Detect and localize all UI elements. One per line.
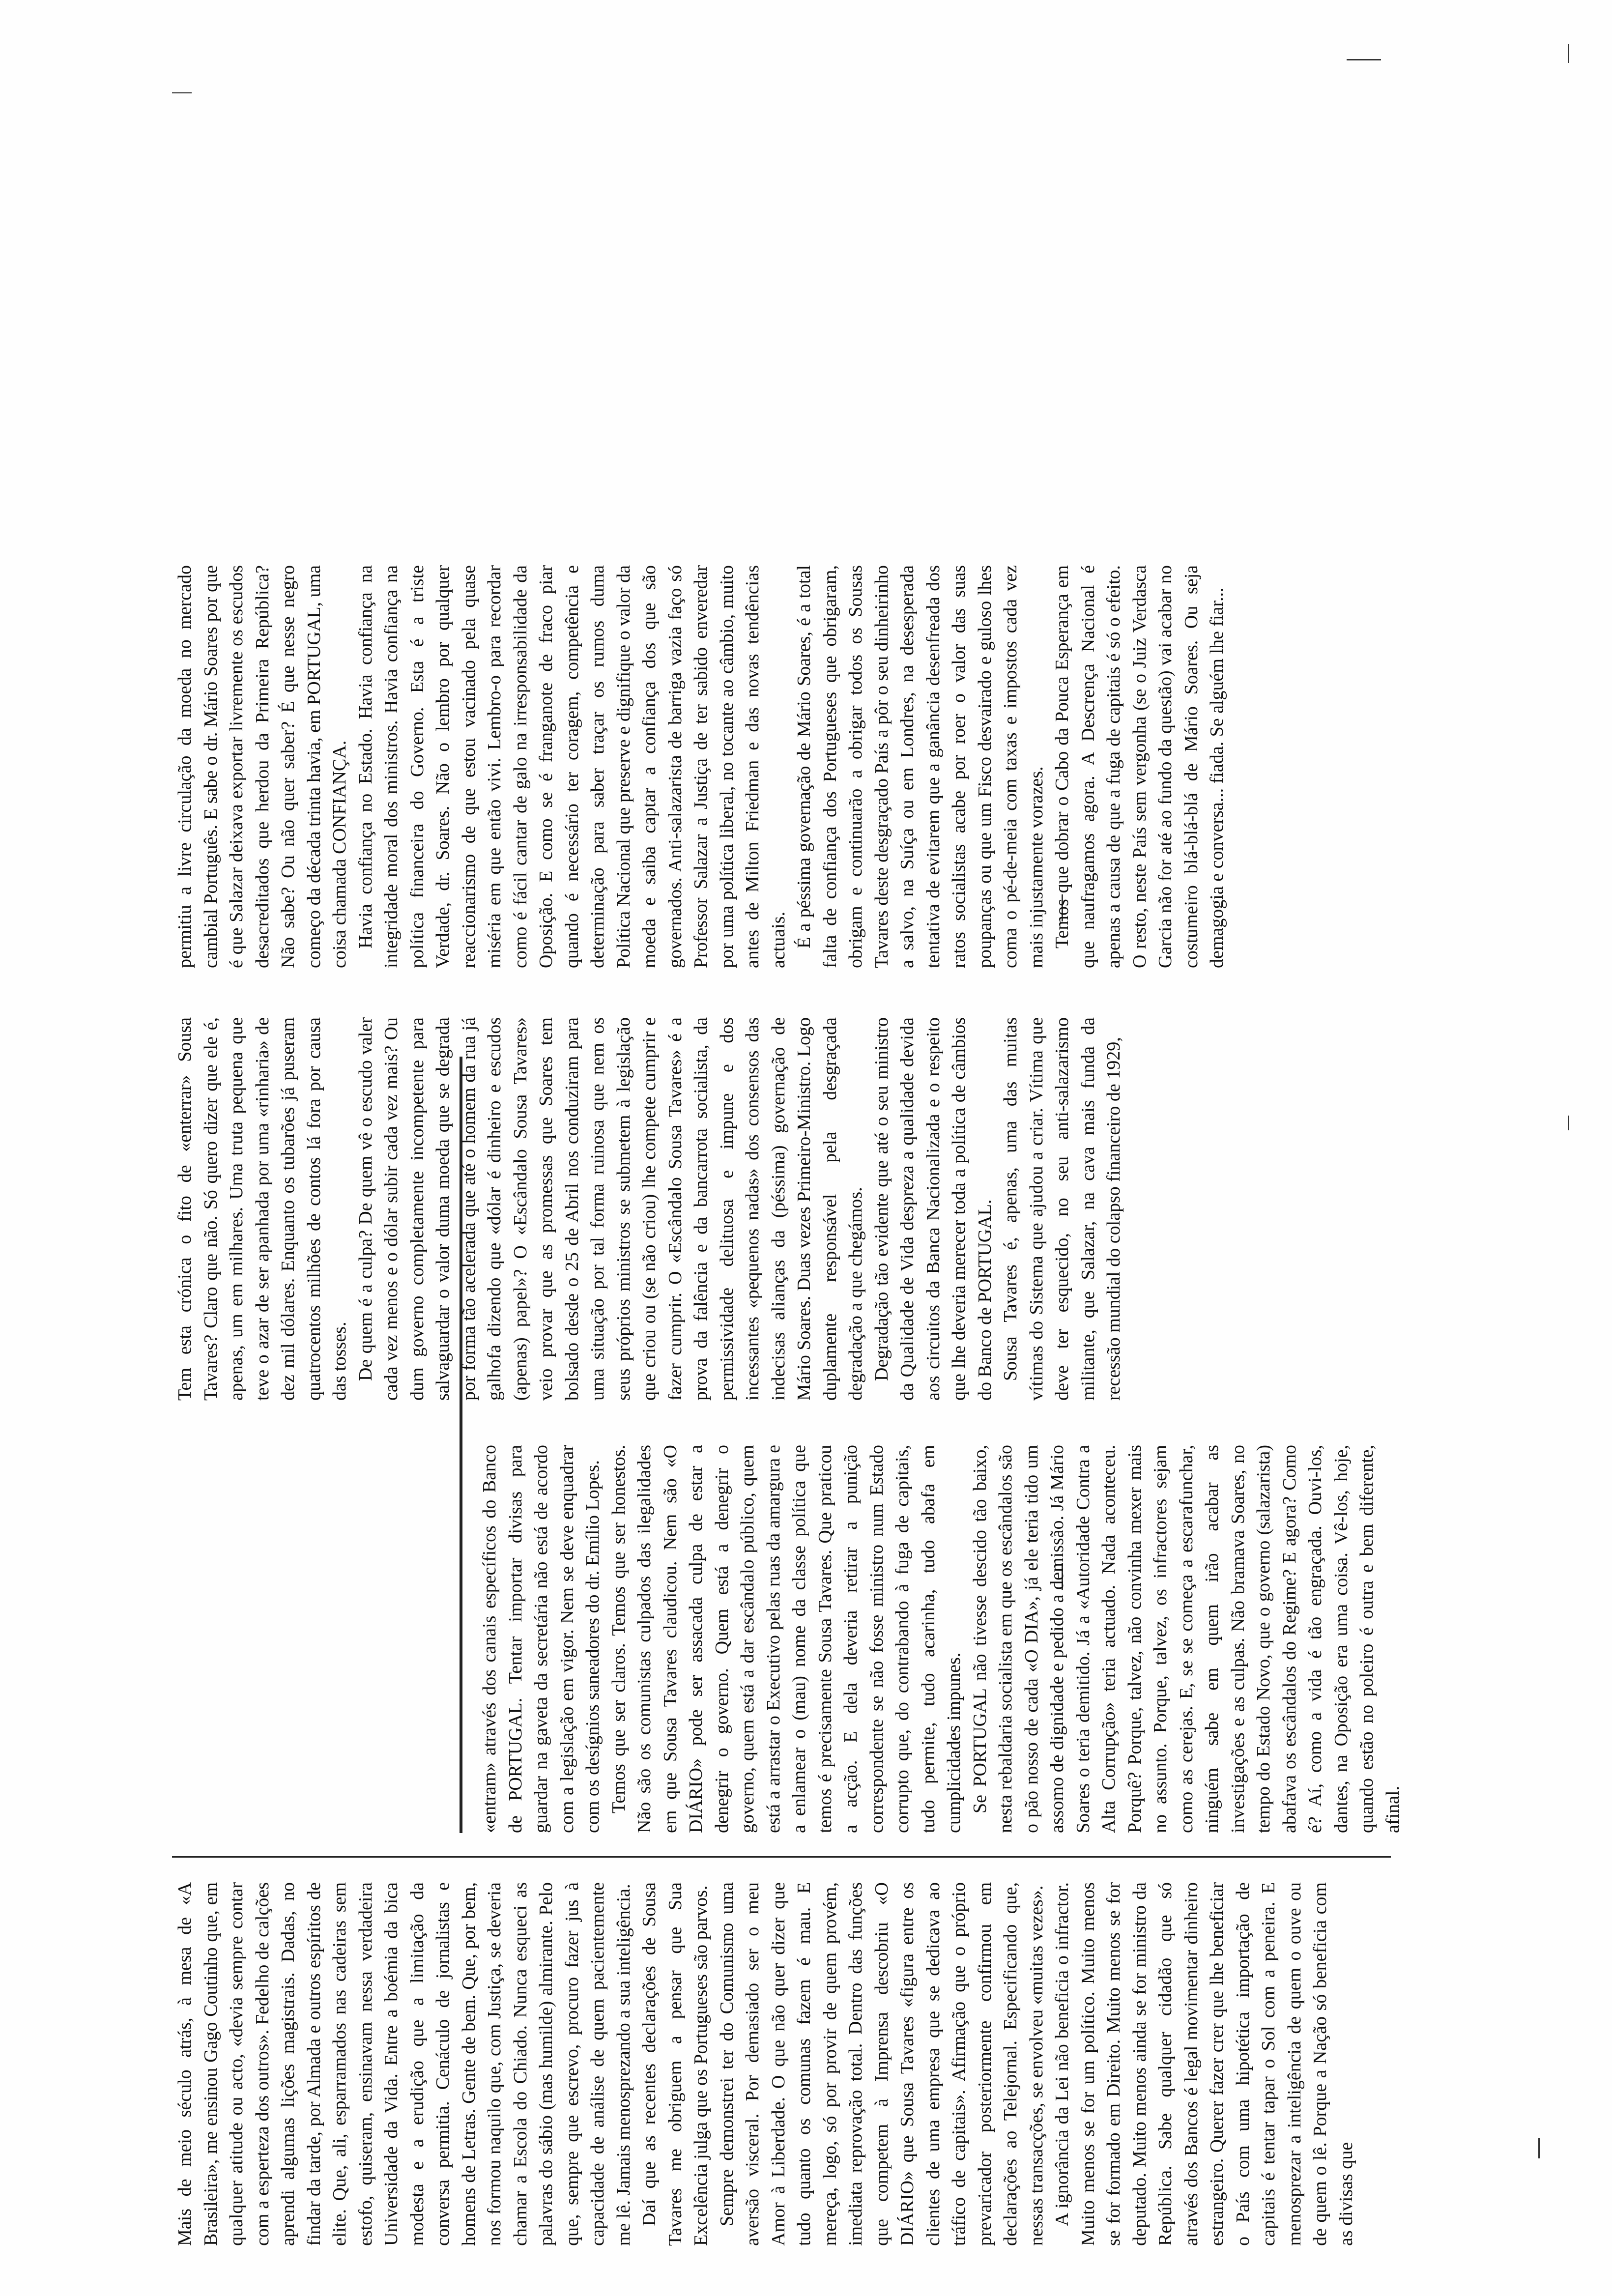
- paragraph: É a péssima governação de Mário Soares, é a total falta de confiança dos Portugueses que obrigaram, obrigam e continuarão a obrigar todos os Sousas Tavares deste desgraçado País a pôr o seu dinheirinho a salvo, na Suíça ou em Londres, na desesperada tentativa de evitarem que a ganância desenfreada dos ratos socialistas acabe por roer o valor das suas poupanças ou que um Fisco desvairado e guloso lhes coma o pé-de-meia com taxas e impostos cada vez mais injustamente vorazes.: [794, 565, 1047, 968]
- paragraph: Mais de meio século atrás, à mesa de «A Brasileira», me ensinou Gago Coutinho que, em qualquer atitude ou acto, «devia sempre contar com a esperteza dos outros». Fedelho de calções aprendi algumas lições magistrais. Dadas, no findar da tarde, por Almada e outros espíritos de elite. Que, ali, esparramados nas cadeiras sem estofo, quiseram, ensinavam nessa verdadeira Universidade da Vida. Entre a boémia da bica modesta e a erudição que a limitação da conversa permitia. Cenáculo de jornalistas e homens de Letras. Gente de bem. Que, por bem, nos formou naquilo que, com Justiça, se deveria chamar a Escola do Chiado. Nunca esqueci as palavras do sábio (mas humilde) almirante. Pelo que, sempre que escrevo, procuro fazer jus à capacidade de análise de quem pacientemente me lê. Jamais menosprezando a sua inteligência.: [174, 1882, 634, 2246]
- fold-mark: [172, 92, 192, 93]
- paragraph: Tem esta crónica o fito de «enterrar» Sousa Tavares? Claro que não. Só quero dizer que ele é, apenas, um em milhares. Uma truta pequena que teve o azar de ser apanhada por uma «rinharia» de dez mil dólares. Enquanto os tubarões já puseram quatrocentos milhões de contos lá fora por causa das tosses.: [174, 1017, 350, 1401]
- paragraph: «entram» através dos canais específicos do Banco de PORTUGAL. Tentar importar divisas para guardar na gaveta da secretária não está de acordo com a legislação em vigor. Nem se deve enquadrar com os desígnios saneadores do dr. Emílio Lopes.: [479, 1445, 603, 1833]
- article-column-1: [172, 1882, 1391, 2246]
- paragraph: Degradação tão evidente que até o seu ministro da Qualidade de Vida despreza a qualidade devida aos circuitos da Banca Nacionalizada e o respeito que lhe deveria merecer toda a política de câmbios do Banco de PORTUGAL.: [871, 1017, 995, 1401]
- paragraph: Havia confiança no Estado. Havia confiança na integridade moral dos ministros. Havia confiança na política financeira do Governo. Esta é a triste Verdade, dr. Soares. Não o lembro por qualquer reaccionarismo de que estou vacinado pela quase miséria em que então vivi. Lembro-o para recordar como é fácil cantar de galo na irresponsabilidade da Oposição. E como se é franganote de fraco piar quando é necessário ter coragem, competência e determinação para saber traçar os rumos duma Política Nacional que preserve e dignifique o valor da moeda e saiba captar a confiança dos que são governados. Anti-salazarista de barriga vazia faço só Professor Salazar a Justiça de ter sabido enveredar por uma política liberal, no tocante ao câmbio, muito antes de Milton Friedman e das novas tendências actuais.: [355, 565, 789, 968]
- paragraph: Se PORTUGAL não tivesse descido tão baixo, nesta rebaldaria socialista em que os escândalos são o pão nosso de cada «O DIA», já ele teria tido um assomo de dignidade e pedido a demissão. Já Mário Soares o teria demitido. Já a «Autoridade Contra a Alta Corrupção» teria actuado. Nada aconteceu. Porquê? Porque, talvez, não convinha mexer mais no assunto. Porque, talvez, os infractores sejam como as cerejas. E, se se começa a escarafunchar, ninguém sabe em quem irão acabar as investigações e as culpas. Não bramava Soares, no tempo do Estado Novo, que o governo (salazarista) abafava os escândalos do Regime? E agora? Como é? Aí, como a vida é tão engraçada. Ouvi-los, dantes, na Oposição era uma coisa. Vê-los, hoje, quando estão no poleiro é outra e bem diferente, afinal.: [969, 1445, 1403, 1833]
- article-column-3: [172, 1017, 1391, 1401]
- newspaper-clipping: [172, 84, 1410, 2246]
- column-divider: [172, 1856, 1391, 1858]
- paragraph: Sousa Tavares é, apenas, uma das muitas vítimas do Sistema que ajudou a criar. Vítima que deve ter esquecido, no seu anti-salazarismo militante, que Salazar, na cava mais funda da recessão mundial do colapso financeiro de 1929,: [1000, 1017, 1124, 1401]
- paragraph: permitiu a livre circulação da moeda no mercado cambial Português. E sabe o dr. Mário Soares por que é que Salazar deixava exportar livremente os escudos desacreditados que herdou da Primeira República? Não sabe? Ou não quer saber? É que nesse negro começo da década trinta havia, em PORTUGAL, uma coisa chamada CONFIANÇA.: [174, 565, 350, 968]
- article-column-4: [172, 565, 1391, 968]
- paragraph: Daí que as recentes declarações de Sousa Tavares me obriguem a pensar que Sua Excelência julga que os Portugueses são parvos.: [639, 1882, 711, 2246]
- paragraph: Temos que dobrar o Cabo da Pouca Esperança em que naufragamos agora. A Descrença Nacional é apenas a causa de que a fuga de capitais é só o efeito. O resto, neste País sem vergonha (se o Juiz Verdasca Garcia não for até ao fundo da questão) vai acabar no costumeiro blá-blá-blá de Mário Soares. Ou seja demagogia e conversa... fiada. Se alguém lhe fiar...: [1052, 565, 1227, 968]
- paragraph: De quem é a culpa? De quem vê o escudo valer cada vez menos e o dólar subir cada vez mais? Ou dum governo completamente incompetente para salvaguardar o valor duma moeda que se degrada por forma tão acelerada que até o homem da rua já galhofa dizendo que «dólar é dinheiro e escudos (apenas) papel»? O «Escândalo Sousa Tavares» veio provar que as promessas que Soares tem bolsado desde o 25 de Abril nos conduziram para uma situação por tal forma ruinosa que nem os seus próprios ministros se submetem à legislação que criou ou (se não criou) lhe compete cumprir e fazer cumprir. O «Escândalo Sousa Tavares» é a prova da falência e da bancarrota socialista, da permissividade delituosa e impune e dos incessantes «pequenos nadas» dos consensos das indecisas alianças da (péssima) governação de Mário Soares. Duas vezes Primeiro-Ministro. Logo duplamente responsável pela desgraçada degradação a que chegámos.: [355, 1017, 866, 1401]
- scan-speck: [1568, 44, 1569, 63]
- scan-speck: [1347, 59, 1381, 60]
- article-column-2: [477, 1445, 1403, 1833]
- scan-speck: [1568, 1116, 1569, 1130]
- paragraph: Sempre demonstrei ter do Comunismo uma aversão visceral. Por demasiado ser o meu Amor à Liberdade. O que não quer dizer que tudo quanto os comunas fazem é mau. E mereça, logo, só por provir de quem provém, imediata reprovação total. Dentro das funções que competem à Imprensa descobriu «O DIÁRIO» que Sousa Tavares «figura entre os clientes de uma empresa que se dedicava ao tráfico de capitais». Afirmação que o próprio prevaricador posteriormente confirmou em declarações ao Telejornal. Especificando que, nessas transacções, se envolveu «muitas vezes».: [716, 1882, 1047, 2246]
- paragraph: Temos que ser claros. Temos que ser honestos. Não são os comunistas culpados das ilegalidades em que Sousa Tavares claudicou. Nem são «O DIÁRIO» pode ser assacada culpa de estar a denegrir o governo. Quem está a denegrir o governo, quem está a dar escândalo público, quem está a arrastar o Executivo pelas ruas da amargura e a enlamear o (mau) nome da classe política que temos é precisamente Sousa Tavares. Que praticou a acção. E dela deveria retirar a punição correspondente se não fosse ministro num Estado corrupto que, do contrabando à fuga de capitais, tudo permite, tudo acarinha, tudo abafa em cumplicidades impunes.: [608, 1445, 964, 1833]
- paragraph: A ignorância da Lei não beneficia o infractor. Muito menos se for um político. Muito menos se for formado em Direito. Muito menos se for deputado. Muito menos ainda se for ministro da República. Sabe qualquer cidadão que só através dos Bancos é legal movimentar dinheiro estrangeiro. Querer fazer crer que lhe beneficiar o País com uma hipotética importação de capitais é tentar tapar o Sol com a peneira. E menosprezar a inteligência de quem o ouve ou de quem o lê. Porque a Nação só beneficia com as divisas que: [1052, 1882, 1356, 2246]
- scan-speck: [1538, 2138, 1540, 2158]
